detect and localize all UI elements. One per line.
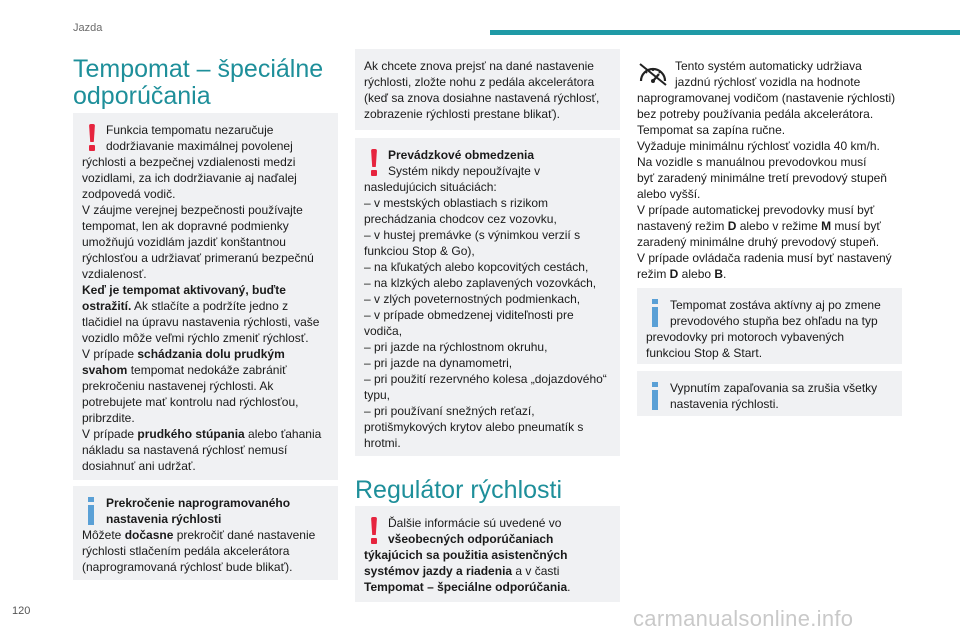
speed-limiter-icon (637, 59, 669, 87)
return-setting-text: Ak chcete znova prejsť na dané nastavenie rýchlosti, zložte nohu z pedála akcelerátora (keď sa znova dosiahne nastavená rýchlosť, zobrazenie rýchlosti prestane blikať). (364, 59, 600, 121)
speed-regulator-description: Tento systém automaticky udržiava jazdnú rýchlosť vozidla na hodnote naprogramovanej vodičom (nastavenie rýchlosti) bez potreby používania pedála akcelerátora. Tempomat sa zapína ručne. Vyžaduje minimálnu rýchlosť vozidla 40 km/h. Na vozidle s manuálnou prevodovkou musí byť zaradený minimálne tretí prevodový stupeň alebo vyšší. V prípade automatickej prevodovky musí byť nastavený režim D alebo v režime M musí byť zaradený minimálne druhý prevodový stupeň. V prípade ovládača radenia musí byť nastavený režim D alebo B. (637, 59, 896, 281)
warning-box-operating-limits (355, 138, 620, 456)
warning-box-general-recommendations (355, 506, 620, 602)
info-box-stop-start (637, 288, 902, 364)
ignition-off-text: Vypnutím zapaľovania sa zrušia všetky nastavenia rýchlosti. (670, 381, 878, 411)
warning-icon (82, 122, 102, 152)
info-icon (82, 495, 102, 525)
warning-icon (364, 515, 384, 545)
warning-icon (364, 147, 384, 177)
speed-regulator-intro (637, 58, 902, 282)
info-box-exceeding-speed (73, 486, 338, 580)
page-number: 120 (12, 605, 31, 617)
info-box-return-setting (355, 49, 620, 130)
info-icon (646, 297, 666, 327)
warning-text: Funkcia tempomatu nezaručuje dodržiavanie maximálnej povolenej rýchlosti a bezpečnej vzdialenosti medzi vozidlami, za ich dodržiavanie aj naďalej zodpovedá vodič. V záujme verejnej bezpečnosti používajte tempomat, len ak dopravné podmienky umožňujú vozidlám jazdiť konštantnou rýchlosťou a udržiavať primeranú bezpečnú vzdialenosť. Keď je tempomat aktivovaný, buďte ostražití. Ak stlačíte a podržíte jedno z tlačidiel na úpravu nastavenia rýchlosti, vaše vozidlo môže veľmi rýchlo zmeniť rýchlosť. V prípade schádzania dolu prudkým svahom tempomat nedokáže zabrániť prekročeniu nastavenej rýchlosti. Ak potrebujete mať kontrolu nad rýchlosťou, pribrzdite. V prípade prudkého stúpania alebo ťahania nákladu sa nastavená rýchlosť nemusí dosiahnuť ani udržať. (82, 123, 322, 473)
watermark: carmanualsonline.info (633, 606, 854, 631)
warning-box-cruise-safety (73, 113, 338, 480)
header-accent-bar (490, 30, 960, 35)
info-text: Prekročenie naprogramovaného nastavenia rýchlosti Môžete dočasne prekročiť dané nastavenie rýchlosti stlačením pedála akcelerátora (naprogramovaná rýchlosť bude blikať). (82, 496, 316, 574)
stop-start-text: Tempomat zostáva aktívny aj po zmene prevodového stupňa bez ohľadu na typ prevodovky pri motoroch vybavených funkciou Stop & Start. (646, 298, 881, 360)
chapter-label: Jazda (73, 22, 103, 34)
section-title-cruise-recommendations: Tempomat – špeciálne odporúčania (73, 55, 324, 110)
general-recommendations-text: Ďalšie informácie sú uvedené vo všeobecných odporúčaniach týkajúcich sa použitia asistenčných systémov jazdy a riadenia a v časti Tempomat – špeciálne odporúčania. (364, 516, 571, 594)
section-title-speed-regulator: Regulátor rýchlosti (355, 476, 563, 504)
operating-limits-text: Prevádzkové obmedzenia Systém nikdy nepoužívajte v nasledujúcich situáciách: – v mestských oblastiach s rizikom prechádzania chodcov cez vozovku, – v hustej premávke (s výnimkou verzií s funkciou Stop & Go), – na kľukatých alebo kopcovitých cestách, – na klzkých alebo zaplavených vozovkách, – v zlých poveternostných podmienkach, – v prípade obmedzenej viditeľnosti pre vodiča, – pri jazde na rýchlostnom okruhu, – pri jazde na dynamometri, – pri použití rezervného kolesa „dojazdového“ typu, – pri používaní snežných reťazí, protišmykových krytov alebo pneumatík s hrotmi. (364, 148, 607, 450)
info-icon (646, 380, 666, 410)
info-box-ignition-off (637, 371, 902, 416)
